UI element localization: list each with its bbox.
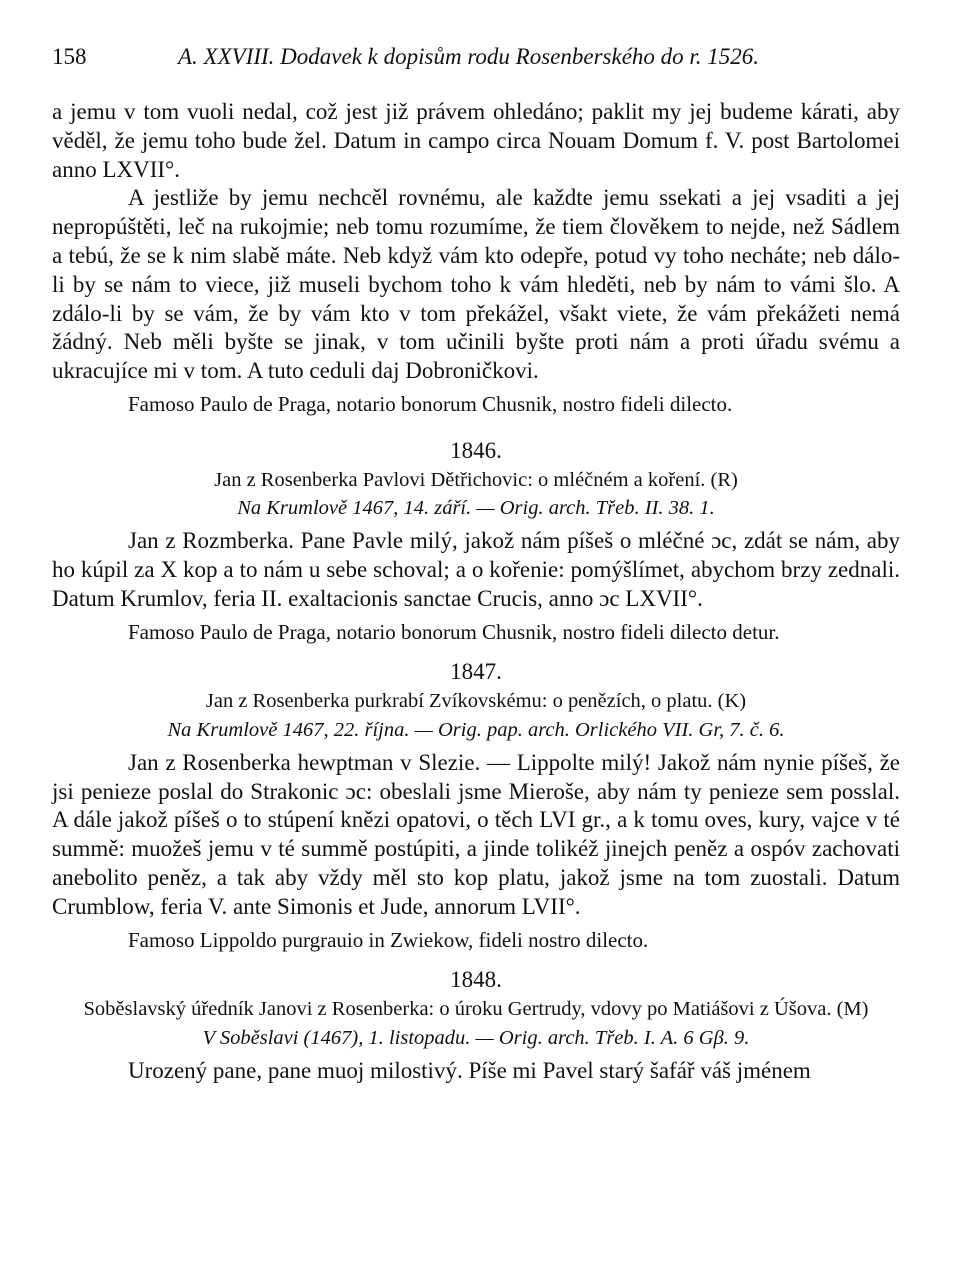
letter-heading: Soběslavský úředník Janovi z Rosenberka: o úroku Gertrudy, vdovy po Matiášovi z Úšova. (M): [83, 998, 869, 1021]
letter-address: Famoso Lippoldo purgrauio in Zwiekow, fideli nostro dilecto.: [128, 927, 649, 952]
letter-source: V Soběslavi (1467), 1. listopadu. — Orig. arch. Třeb. I. A. 6 Gβ. 9.: [202, 1026, 750, 1049]
letter-text: Urozený pane, pane muoj milostivý. Píše mi Pavel starý šafář váš jménem: [128, 1057, 811, 1083]
letter-number: 1847.: [450, 659, 502, 685]
page-header: [52, 44, 908, 76]
letter-source: Na Krumlově 1467, 22. října. — Orig. pap. arch. Orlického VII. Gr, 7. č. 6.: [167, 718, 785, 741]
letter-heading: Jan z Rosenberka purkrabí Zvíkovskému: o penězích, o platu. (K): [205, 690, 747, 713]
letter-source: Na Krumlově 1467, 14. září. — Orig. arch. Třeb. II. 38. 1.: [237, 497, 715, 520]
paragraph: A jestliže by jemu nechcěl rovnému, ale každte jemu ssekati a jej vsaditi a jej nepropúštěti, leč na rukojmie; neb tomu rozumíme, že tiem člověkem to nejde, než Sádlem a tebú, že se k nim slabě máte. Neb když vám kto odepře, potud vy toho necháte; neb dálo-li by se nám to viece, již museli bychom toho k vám hleděti, neb by nám to vámi šlo. A zdálo-li by se vám, že by vám kto v tom překážel, všakt viete, že vám překážeti nemá žádný. Neb měli byšte se jinak, v tom učinili byšte proti nám a proti úřadu svému a ukracujíce mi v tom. A tuto ceduli daj Dobroničkovi.: [52, 185, 900, 384]
letter-address: Famoso Paulo de Praga, notario bonorum Chusnik, nostro fideli dilecto.: [128, 391, 733, 416]
page-number: 158: [52, 44, 87, 69]
page-body: [52, 98, 900, 1086]
letter-number: 1848.: [450, 967, 502, 993]
letter-heading: Jan z Rosenberka Pavlovi Dětřichovic: o mléčném a koření. (R): [214, 468, 738, 491]
letter-number: 1846.: [450, 437, 502, 463]
paragraph: a jemu v tom vuoli nedal, což jest již právem ohledáno; paklit my jej budeme kárati, aby věděl, že jemu toho bude žel. Datum in campo circa Nouam Domum f. V. post Bartolomei anno LXVII°.: [52, 99, 900, 182]
letter-text: Jan z Rozmberka. Pane Pavle milý, jakož nám píšeš o mléčné ɔc, zdát se nám, aby ho kúpil za X kop a to nám u sebe schoval; a o kořenie: pomýšlímet, abychom brzy zednali. Datum Krumlov, feria II. exaltacionis sanctae Crucis, anno ɔc LXVII°.: [52, 528, 900, 611]
letter-text: Jan z Rosenberka hewptman v Slezie. — Lippolte milý! Jakož nám nynie píšeš, že jsi penieze poslal do Strakonic ɔc: obeslali jsme Mieroše, aby nám ty penieze sem posslal. A dále jakož píšeš o to stúpení knězi opatovi, o těch LVI gr., a k tomu oves, kury, vajce v té summě: muožeš jemu v té summě postúpiti, a jinde tolikéž jinejch peněz a ospóv zachovati anebolito peněz, a tak aby vždy měl sto kop platu, jakož jsme na tom zuostali. Datum Crumblow, feria V. ante Simonis et Jude, annorum LVII°.: [52, 749, 900, 919]
letter-address: Famoso Paulo de Praga, notario bonorum Chusnik, nostro fideli dilecto detur.: [128, 619, 780, 644]
running-title: A. XXVIII. Dodavek k dopisům rodu Rosenberského do r. 1526.: [178, 44, 760, 69]
